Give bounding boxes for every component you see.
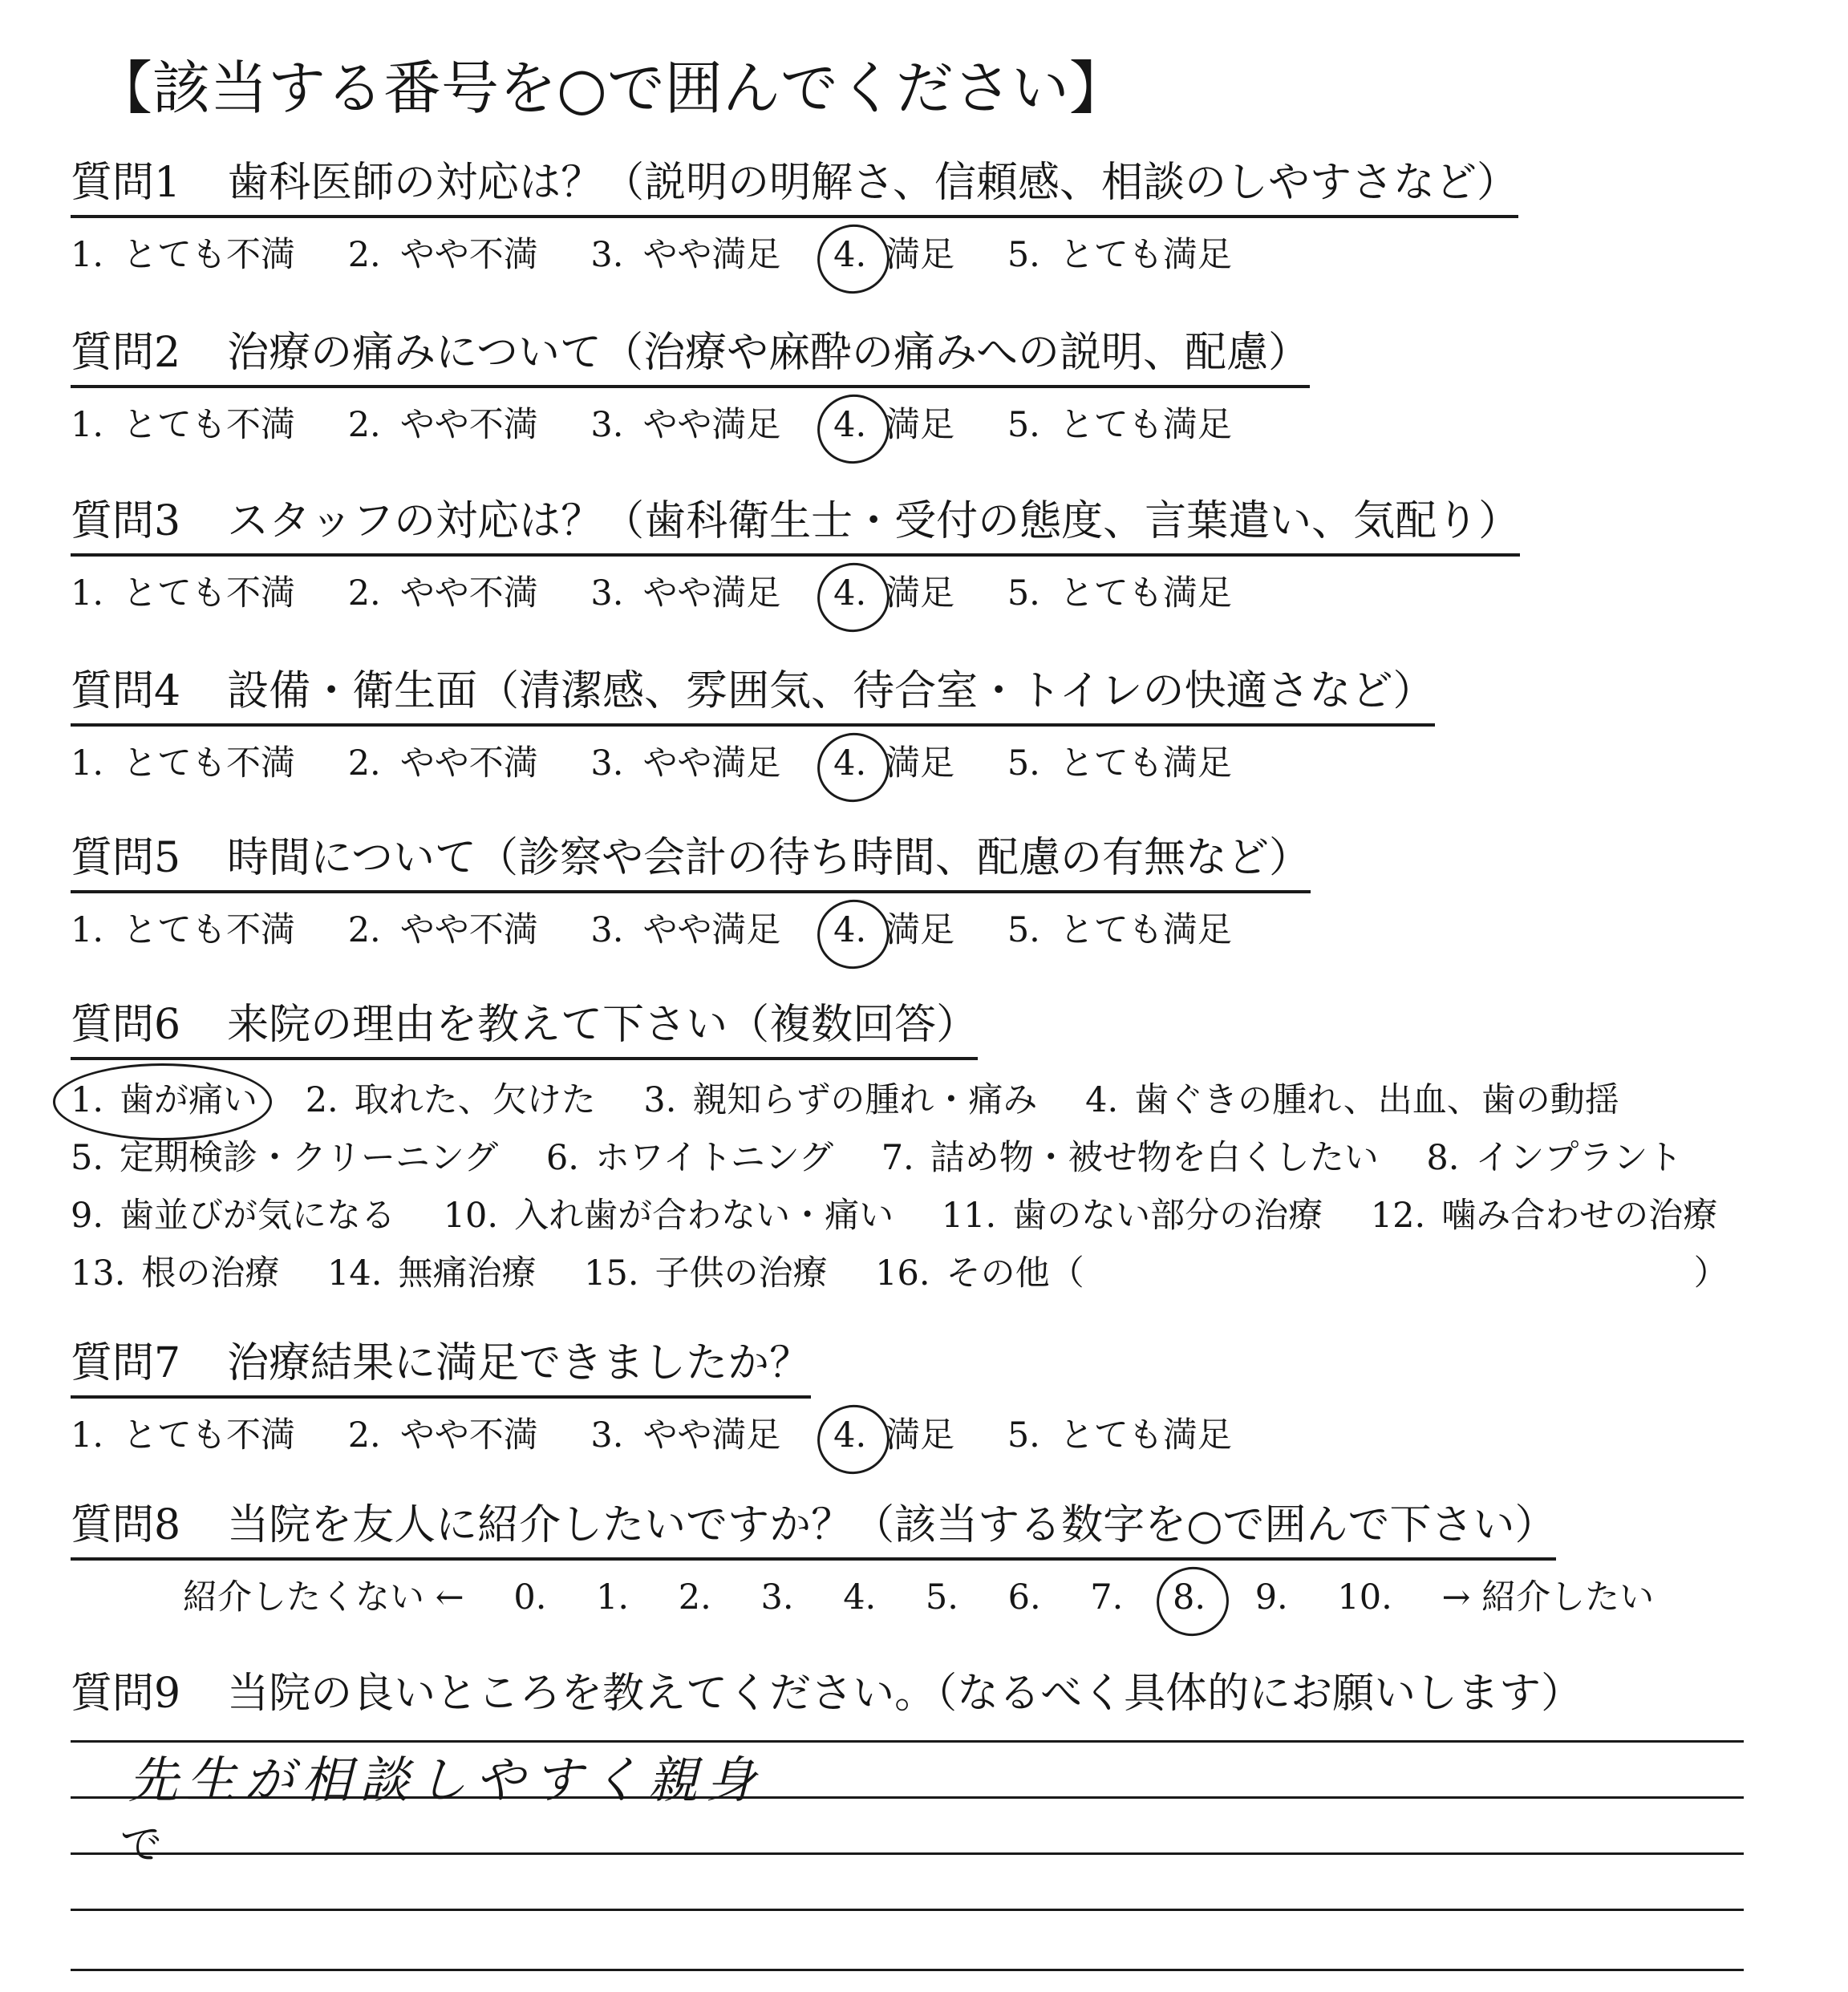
option-3[interactable]: 3. やや満足 <box>590 573 781 613</box>
scale-left-label: 紹介したくない ← <box>183 1577 464 1617</box>
scale-6[interactable]: 6. <box>1007 1577 1041 1617</box>
reason-8[interactable]: 8. インプラント <box>1426 1138 1683 1178</box>
option-3[interactable]: 3. やや満足 <box>590 405 781 445</box>
option-4-selected[interactable]: 4. 満足 <box>833 739 954 787</box>
question-4 <box>71 666 1848 787</box>
reason-11[interactable]: 11. 歯のない部分の治療 <box>941 1196 1323 1236</box>
reason-4[interactable]: 4. 歯ぐきの腫れ、出血、歯の動揺 <box>1085 1080 1619 1120</box>
option-4-selected[interactable]: 4. 満足 <box>833 1411 954 1460</box>
scale-0[interactable]: 0. <box>513 1577 547 1617</box>
scale-3[interactable]: 3. <box>760 1577 794 1617</box>
option-4-selected[interactable]: 4. 満足 <box>833 231 954 279</box>
option-2[interactable]: 2. やや不満 <box>347 573 538 613</box>
option-2[interactable]: 2. やや不満 <box>347 743 538 783</box>
question-title: 質問6 来院の理由を教えて下さい（複数回答） <box>71 999 978 1060</box>
option-4-selected[interactable]: 4. 満足 <box>833 906 954 954</box>
reason-10[interactable]: 10. 入れ歯が合わない・痛い <box>443 1196 894 1236</box>
question-9 <box>71 1668 1848 1726</box>
scale-5[interactable]: 5. <box>925 1577 958 1617</box>
option-4-selected[interactable]: 4. 満足 <box>833 569 954 617</box>
question-title: 質問7 治療結果に満足できましたか？ <box>71 1338 811 1399</box>
option-2[interactable]: 2. やや不満 <box>347 910 538 950</box>
option-3[interactable]: 3. やや満足 <box>590 235 781 275</box>
selection-circle: 4. <box>833 906 866 954</box>
answer-line <box>71 1852 1744 1855</box>
option-5[interactable]: 5. とても満足 <box>1007 405 1232 445</box>
question-title: 質問9 当院の良いところを教えてください。（なるべく具体的にお願いします） <box>71 1670 1583 1718</box>
answer-line <box>71 1909 1744 1911</box>
scale-8-selected[interactable]: 8. <box>1173 1573 1206 1622</box>
scale-4[interactable]: 4. <box>843 1577 877 1617</box>
form-instruction-header: 【該当する番号を○で囲んでください】 <box>95 55 1127 122</box>
scale-right-label: → 紹介したい <box>1441 1577 1655 1617</box>
question-2 <box>71 327 1848 449</box>
question-title: 質問4 設備・衛生面（清潔感、雰囲気、待合室・トイレの快適さなど） <box>71 666 1435 727</box>
reason-15[interactable]: 15. 子供の治療 <box>584 1253 828 1294</box>
reason-9[interactable]: 9. 歯並びが気になる <box>71 1196 396 1236</box>
handwritten-answer-line-1[interactable]: 先生が相談しやすく親身 <box>128 1751 764 1809</box>
question-title: 質問2 治療の痛みについて（治療や麻酔の痛みへの説明、配慮） <box>71 327 1310 388</box>
other-close-paren: ） <box>1693 1253 1728 1294</box>
selection-circle: 4. <box>833 231 866 279</box>
question-1 <box>71 157 1848 279</box>
question-title: 質問5 時間について（診察や会計の待ち時間、配慮の有無など） <box>71 832 1311 893</box>
option-3[interactable]: 3. やや満足 <box>590 743 781 783</box>
option-1[interactable]: 1. とても不満 <box>71 910 296 950</box>
scale-10[interactable]: 10. <box>1337 1577 1392 1617</box>
reason-6[interactable]: 6. ホワイトニング <box>545 1138 834 1178</box>
scale-2[interactable]: 2. <box>678 1577 711 1617</box>
option-3[interactable]: 3. やや満足 <box>590 1415 781 1456</box>
reason-7[interactable]: 7. 詰め物・被せ物を白くしたい <box>881 1138 1379 1178</box>
selection-circle: 4. <box>833 1411 866 1460</box>
reason-16-other[interactable]: 16. その他（ <box>875 1253 1084 1294</box>
reason-2[interactable]: 2. 取れた、欠けた <box>305 1080 596 1120</box>
option-1[interactable]: 1. とても不満 <box>71 405 296 445</box>
reason-3[interactable]: 3. 親知らずの腫れ・痛み <box>643 1080 1038 1120</box>
option-5[interactable]: 5. とても満足 <box>1007 235 1232 275</box>
selection-circle: 4. <box>833 569 866 617</box>
reason-1-selected[interactable]: 1. 歯が痛い <box>71 1071 257 1129</box>
answer-options <box>71 569 1848 617</box>
answer-options <box>71 906 1848 954</box>
option-2[interactable]: 2. やや不満 <box>347 235 538 275</box>
option-1[interactable]: 1. とても不満 <box>71 235 296 275</box>
option-4-selected[interactable]: 4. 満足 <box>833 401 954 449</box>
answer-line <box>71 1969 1744 1971</box>
option-5[interactable]: 5. とても満足 <box>1007 1415 1232 1456</box>
selection-circle: 4. <box>833 739 866 787</box>
question-title: 質問3 スタッフの対応は？（歯科衛生士・受付の態度、言葉遣い、気配り） <box>71 496 1520 557</box>
answer-options <box>71 401 1848 449</box>
answer-options <box>71 231 1848 279</box>
reason-12[interactable]: 12. 噛み合わせの治療 <box>1370 1196 1718 1236</box>
answer-options <box>71 1411 1848 1460</box>
answer-options <box>71 739 1848 787</box>
question-title: 質問1 歯科医師の対応は？（説明の明解さ、信頼感、相談のしやすさなど） <box>71 157 1518 218</box>
question-5 <box>71 832 1848 954</box>
reason-options <box>71 1071 1848 1302</box>
question-title: 質問8 当院を友人に紹介したいですか？（該当する数字を○で囲んで下さい） <box>71 1500 1556 1561</box>
option-5[interactable]: 5. とても満足 <box>1007 573 1232 613</box>
option-2[interactable]: 2. やや不満 <box>347 405 538 445</box>
scale-9[interactable]: 9. <box>1254 1577 1288 1617</box>
option-1[interactable]: 1. とても不満 <box>71 573 296 613</box>
handwritten-answer-line-2[interactable]: で <box>120 1821 163 1869</box>
reason-14[interactable]: 14. 無痛治療 <box>327 1253 537 1294</box>
option-1[interactable]: 1. とても不満 <box>71 743 296 783</box>
option-2[interactable]: 2. やや不満 <box>347 1415 538 1456</box>
reason-13[interactable]: 13. 根の治療 <box>71 1253 280 1294</box>
question-3 <box>71 496 1848 617</box>
scale-1[interactable]: 1. <box>596 1577 630 1617</box>
reason-5[interactable]: 5. 定期検診・クリーニング <box>71 1138 499 1178</box>
option-5[interactable]: 5. とても満足 <box>1007 910 1232 950</box>
option-3[interactable]: 3. やや満足 <box>590 910 781 950</box>
option-1[interactable]: 1. とても不満 <box>71 1415 296 1456</box>
recommend-scale <box>71 1573 1848 1622</box>
scale-7[interactable]: 7. <box>1090 1577 1124 1617</box>
option-5[interactable]: 5. とても満足 <box>1007 743 1232 783</box>
question-8 <box>71 1500 1848 1622</box>
selection-circle: 4. <box>833 401 866 449</box>
question-7 <box>71 1338 1848 1460</box>
question-6 <box>71 999 1848 1302</box>
